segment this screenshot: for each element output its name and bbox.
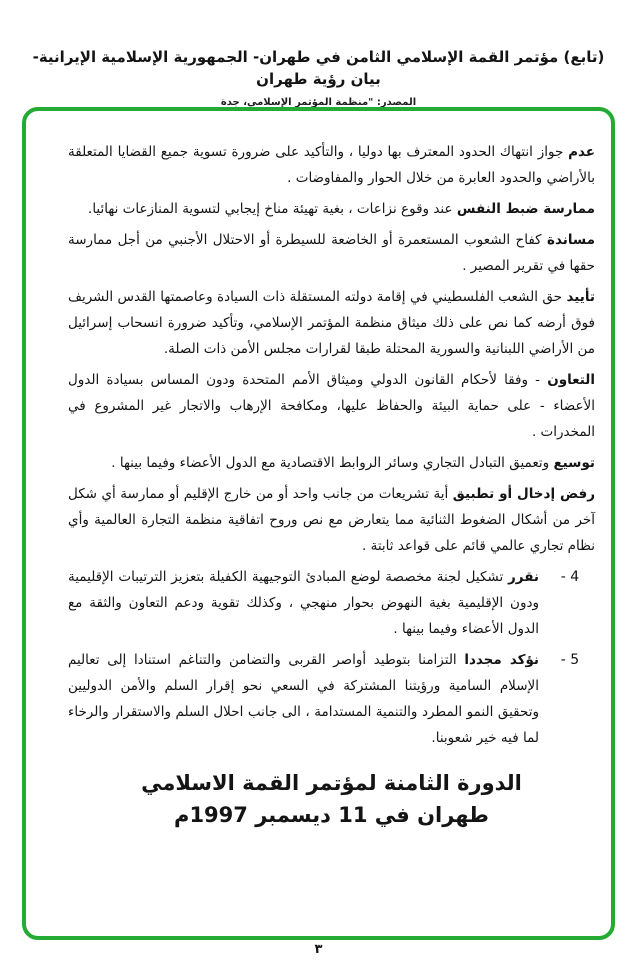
paragraph-lead: نقرر: [508, 569, 539, 585]
paragraph-lead: ممارسة ضبط النفس: [456, 201, 595, 217]
paragraph-lead: تأييد: [566, 289, 595, 305]
bullet-paragraph: [68, 196, 595, 222]
paragraph-lead: مساندة: [546, 232, 595, 248]
content-box: [22, 107, 615, 940]
bullet-paragraph: [68, 450, 595, 476]
document-source: المصدر: "منظمة المؤتمر الإسلامي، جدة: [220, 97, 417, 108]
bullet-paragraph: [68, 481, 595, 559]
session-date: طهران في 11 ديسمبر 1997م: [174, 803, 489, 827]
numbered-item: [68, 564, 595, 642]
session-title: الدورة الثامنة لمؤتمر القمة الاسلامي: [141, 771, 522, 795]
numbered-item: [68, 647, 595, 751]
paragraph-text: التزامنا بتوطيد أواصر القربى والتضامن والتناغم استنادا إلى تعاليم الإسلام السامية ورؤيتنا المشتركة في السعي نحو إقرار السلم والأمن الدوليين وتحقيق النمو المطرد والتنمية المستدامة ، الى جانب احلال السلم والاستقرار والرخاء لما فيه خير شعوبنا.: [68, 652, 539, 746]
paragraph-text: عند وقوع نزاعات ، بغية تهيئة مناخ إيجابي لتسوية المنازعات نهائيا.: [88, 201, 457, 217]
bullet-paragraph: [68, 284, 595, 362]
paragraph-text: كفاح الشعوب المستعمرة أو الخاضعة للسيطرة أو الاحتلال الأجنبي من أجل ممارسة حقها في تقرير المصير .: [68, 232, 595, 274]
document-title: (تابع) مؤتمر القمة الإسلامي الثامن في طهران- الجمهورية الإسلامية الإيرانية- بيان رؤية طهران: [32, 48, 605, 88]
paragraph-text: - وفقا لأحكام القانون الدولي وميثاق الأمم المتحدة ودون المساس بسيادة الدول الأعضاء - على حماية البيئة والحفاظ عليها، ومكافحة الإرهاب والاتجار غير المشروع في المخدرات .: [68, 372, 595, 440]
page-number: ٣: [314, 942, 323, 957]
paragraph-text: وتعميق التبادل التجاري وسائر الروابط الاقتصادية مع الدول الأعضاء وفيما بينها .: [111, 455, 554, 471]
paragraph-lead: رفض إدخال أو تطبيق: [452, 486, 595, 502]
bullet-paragraph: [68, 367, 595, 445]
paragraph-lead: عدم: [568, 144, 595, 160]
paragraph-lead: التعاون: [547, 372, 595, 388]
item-body: [68, 564, 539, 642]
paragraph-text: أية تشريعات من جانب واحد أو من خارج الإقليم أو ممارسة أي شكل آخر من أشكال الضغوط الثنائية مما يتعارض مع نص وروح اتفاقية منظمة التجارة العالمية وأي نظام تجاري عالمي قائم على قواعد ثابتة .: [68, 486, 595, 554]
paragraph-text: تشكيل لجنة مخصصة لوضع المبادئ التوجيهية الكفيلة بتعزيز الترتيبات الإقليمية ودون الإقليمية بغية النهوض بحوار منهجي ، وكذلك تقوية ودعم التعاون والثقة مع الدول الأعضاء وفيما بينها .: [68, 569, 539, 637]
paragraph-text: حق الشعب الفلسطيني في إقامة دولته المستقلة ذات السيادة وعاصمتها القدس الشريف فوق أرضه كما نص على ذلك ميثاق منظمة المؤتمر الإسلامي، وتأكيد ضرورة انسحاب إسرائيل من الأراضي اللبنانية والسورية المحتلة طبقا لقرارات مجلس الأمن ذات الصلة.: [68, 289, 595, 357]
session-footer: [68, 769, 595, 829]
paragraph-lead: نؤكد مجددا: [464, 652, 539, 668]
bullet-paragraph: [68, 227, 595, 279]
paragraph-lead: توسيع: [553, 455, 595, 471]
paragraph-text: جواز انتهاك الحدود المعترف بها دوليا ، والتأكيد على ضرورة تسوية جميع القضايا المتعلقة بالأراضي والحدود العابرة من خلال الحوار والمفاوضات .: [68, 144, 595, 186]
item-body: [68, 647, 539, 751]
bullet-paragraph: [68, 139, 595, 191]
item-number: - 4: [560, 569, 580, 585]
page-header: [0, 0, 637, 108]
item-number: - 5: [560, 652, 580, 668]
